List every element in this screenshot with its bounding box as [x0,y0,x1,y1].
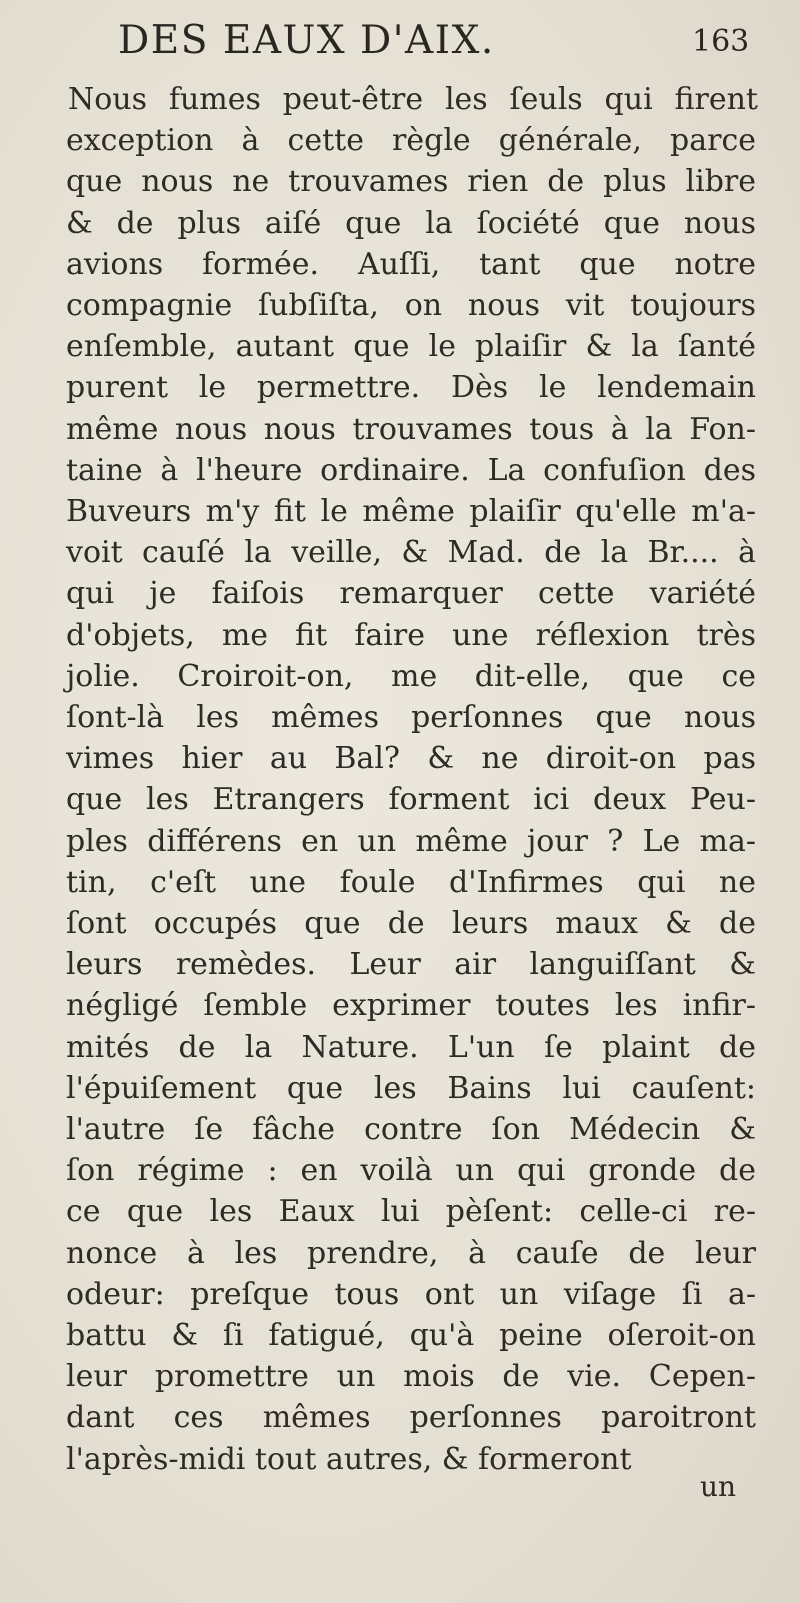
text-line: ſon régime : en voilà un qui gronde de [66,1153,756,1189]
text-line: Buveurs m'y fit le même plaiſir qu'elle m'a- [66,494,756,529]
text-line: l'après-midi tout autres, & formeront [66,1441,632,1477]
running-title: DES EAUX D'AIX. [118,18,495,63]
text-line: nonce à les prendre, à cauſe de leur [66,1235,756,1271]
text-line: que nous ne trouvames rien de plus libre [66,164,756,200]
text-line: odeur: preſque tous ont un viſage ſi a- [66,1276,756,1312]
text-line: leur promettre un mois de vie. Cepen- [66,1359,756,1395]
text-line: ſont-là les mêmes perſonnes que nous [66,700,756,735]
text-line: l'épuiſement que les Bains lui cauſent: [66,1070,756,1106]
text-line: négligé ſemble exprimer toutes les infir- [66,988,756,1024]
page-header [0,14,800,74]
text-line: compagnie ſubſiſta, on nous vit toujours [66,288,756,323]
text-line: leurs remèdes. Leur air languiſſant & [66,947,756,983]
text-line: qui je faiſois remarquer cette variété [66,576,756,612]
text-line: tin, c'eſt une foule d'Infirmes qui ne [66,864,756,900]
text-line: ples différens en un même jour ? Le ma- [66,823,756,859]
text-line: jolie. Croiroit-on, me dit-elle, que ce [66,658,756,694]
text-line: mités de la Nature. L'un ſe plaint de [66,1029,756,1065]
text-line: Nous fumes peut-être les ſeuls qui firent [68,82,758,117]
page-number: 163 [692,24,750,59]
text-line: d'objets, me fit faire une réflexion très [66,617,756,653]
text-line: voit cauſé la veille, & Mad. de la Br.... à [66,535,756,571]
text-line: battu & ſi fatigué, qu'à peine oſeroit-on [66,1318,756,1353]
text-line: purent le permettre. Dès le lendemain [66,370,756,406]
text-line: avions formée. Auſſi, tant que notre [66,246,756,282]
text-line: même nous nous trouvames tous à la Fon- [66,411,756,447]
text-line: que les Etrangers forment ici deux Peu- [66,782,756,818]
text-line: ce que les Eaux lui pèſent: celle-ci re- [66,1194,756,1230]
text-line: vimes hier au Bal? & ne diroit-on pas [66,741,756,777]
text-line: taine à l'heure ordinaire. La confuſion des [66,452,756,488]
text-line: l'autre ſe fâche contre ſon Médecin & [66,1112,756,1147]
text-line: ſont occupés que de leurs maux & de [66,906,756,941]
text-line: dant ces mêmes perſonnes paroitront [66,1400,756,1436]
text-line: exception à cette règle générale, parce [66,123,756,159]
text-line: & de plus aiſé que la ſociété que nous [66,205,756,241]
text-line: enſemble, autant que le plaiſir & la ſanté [66,329,756,365]
catchword: un [700,1470,737,1503]
